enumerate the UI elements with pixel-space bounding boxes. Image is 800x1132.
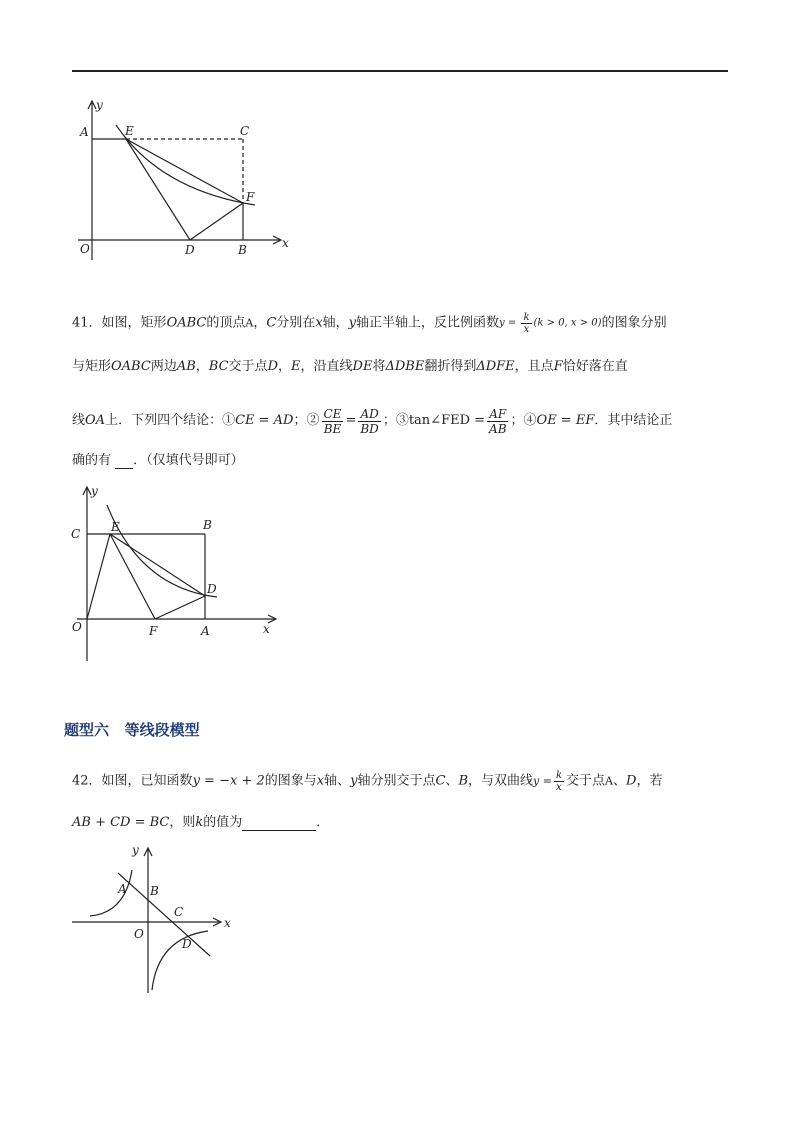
label-D: D <box>185 243 195 257</box>
label-A: A <box>80 125 89 139</box>
top-rule <box>72 70 728 72</box>
label-C: C <box>71 527 81 541</box>
label-O: O <box>72 620 82 634</box>
segment-OE <box>87 534 110 619</box>
label-x: x <box>263 622 270 636</box>
label-F: F <box>246 190 255 204</box>
figure-q42 <box>70 838 240 998</box>
figure-q40 <box>70 95 300 265</box>
label-E: E <box>125 124 134 138</box>
hyperbola <box>107 505 217 597</box>
label-A: A <box>118 882 127 896</box>
answer-blank-q42 <box>242 816 316 831</box>
label-y: y <box>132 843 139 857</box>
label-y: y <box>96 98 103 112</box>
label-F: F <box>149 624 158 638</box>
label-B: B <box>238 243 247 257</box>
segment-FD <box>155 596 205 619</box>
segment-ED <box>126 139 190 240</box>
label-x: x <box>224 916 231 930</box>
segment-ED <box>110 534 205 596</box>
section-heading: 题型六 等线段模型 <box>64 721 200 739</box>
q41-line-1: 41．如图，矩形OABC的顶点A，C分别在x轴，y轴正半轴上，反比例函数y = $\frac{k}{x}$ (k > 0, x > 0)的图象分别 <box>72 312 667 335</box>
label-y: y <box>91 484 98 498</box>
label-B: B <box>150 884 159 898</box>
q42-line-1: 42．如图，已知函数y = −x + 2的图象与x轴、y轴分别交于点C、B，与双曲线y = $\frac{k}{x}$ 交于点A、D，若 <box>72 770 663 793</box>
answer-blank-q41 <box>115 454 133 469</box>
figure-q41 <box>65 483 285 665</box>
label-C: C <box>174 905 184 919</box>
label-O: O <box>134 927 144 941</box>
q41-line-2: 与矩形OABC两边AB，BC交于点D，E，沿直线DE将ΔDBE翻折得到ΔDFE，且点F恰好落在直 <box>72 359 628 374</box>
label-B: B <box>203 518 212 532</box>
hyperbola-branch-4 <box>152 931 208 990</box>
label-A: A <box>201 624 210 638</box>
segment-DF <box>190 203 243 240</box>
q41-line-3: 线OA上．下列四个结论：①CE = AD；② $\frac{CE}{BE}$ = $\frac{AD}{BD}$ ；③tan∠FED = $\frac{AF}{AB}$ ；④OE = EF．其中结论正 <box>72 406 673 436</box>
label-D: D <box>182 937 192 951</box>
hyperbola <box>116 125 255 205</box>
segment-EF <box>126 139 243 203</box>
label-D: D <box>207 582 217 596</box>
q41-line-4: 确的有 ．（仅填代号即可） <box>72 453 244 468</box>
label-E: E <box>111 520 120 534</box>
label-C: C <box>240 124 250 138</box>
q42-line-2: AB + CD = BC，则k的值为 ． <box>72 815 330 830</box>
label-O: O <box>80 242 90 256</box>
line-y-eq-neg-x-plus-2 <box>118 873 210 956</box>
segment-EF <box>110 534 155 619</box>
label-x: x <box>282 236 289 250</box>
